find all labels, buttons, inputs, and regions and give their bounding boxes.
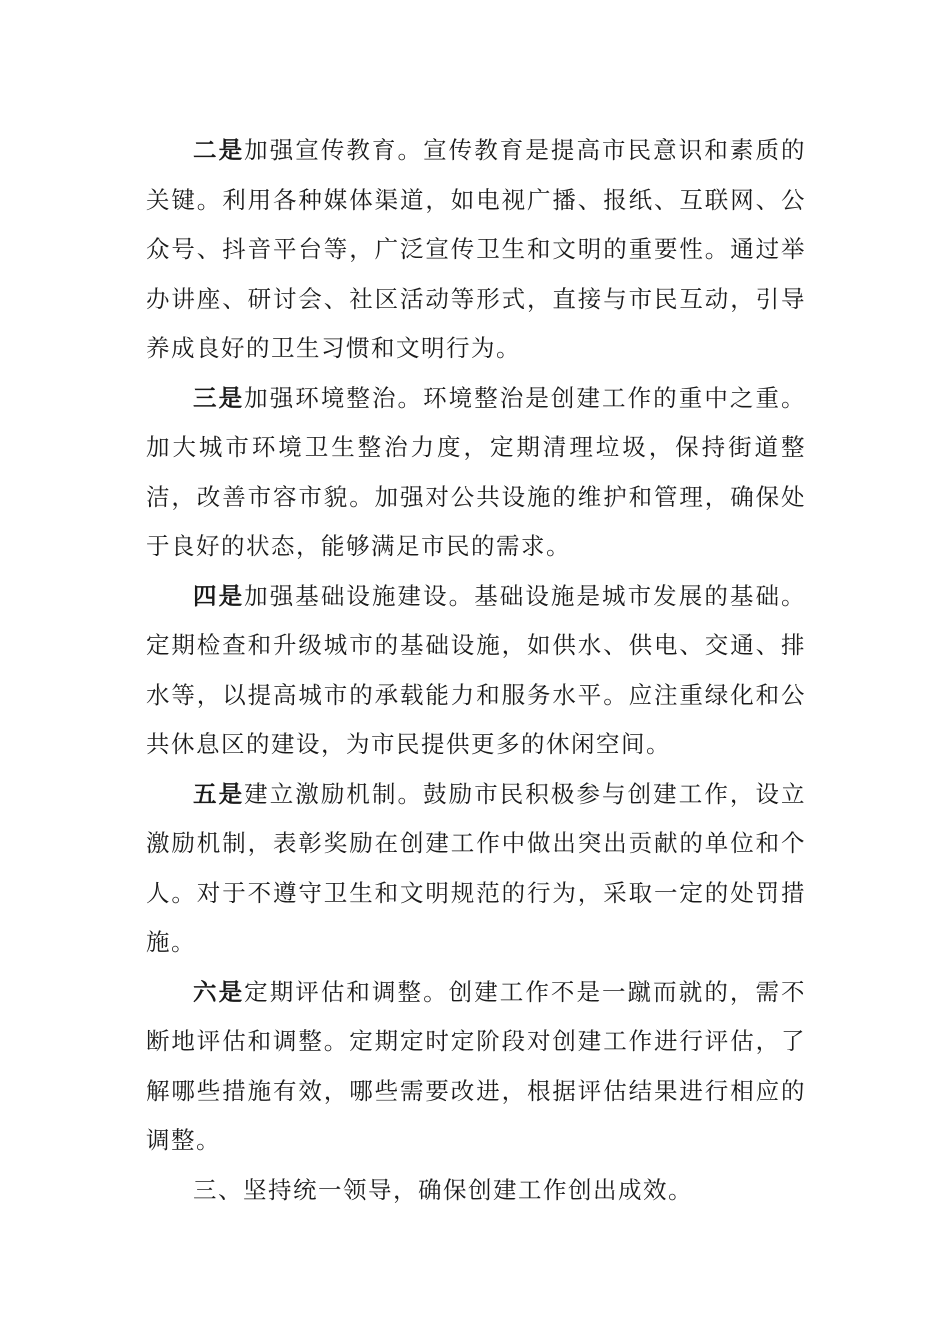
paragraph-3 bbox=[146, 374, 806, 572]
paragraph-6 bbox=[146, 968, 806, 1166]
section-heading bbox=[146, 1166, 806, 1216]
document-body bbox=[146, 126, 806, 1215]
paragraph-4 bbox=[146, 572, 806, 770]
paragraph-text: 加强环境整治。环境整治是创建工作的重中之重。加大城市环境卫生整治力度，定期清理垃圾，保持街道整洁，改善市容市貌。加强对公共设施的维护和管理，确保处于良好的状态，能够满足市民的需求。 bbox=[146, 383, 807, 560]
paragraph-text: 加强基础设施建设。基础设施是城市发展的基础。定期检查和升级城市的基础设施，如供水、供电、交通、排水等，以提高城市的承载能力和服务水平。应注重绿化和公共休息区的建设，为市民提供更多的休闲空间。 bbox=[146, 581, 807, 758]
paragraph-text: 加强宣传教育。宣传教育是提高市民意识和素质的关键。利用各种媒体渠道，如电视广播、报纸、互联网、公众号、抖音平台等，广泛宣传卫生和文明的重要性。通过举办讲座、研讨会、社区活动等形式，直接与市民互动，引导养成良好的卫生习惯和文明行为。 bbox=[146, 136, 807, 362]
paragraph-lead: 五是 bbox=[193, 779, 245, 808]
paragraph-lead: 二是 bbox=[193, 136, 245, 164]
paragraph-lead: 三是 bbox=[193, 383, 245, 412]
section-heading-text: 三、坚持统一领导，确保创建工作创出成效。 bbox=[193, 1175, 693, 1204]
paragraph-lead: 六是 bbox=[193, 977, 245, 1006]
paragraph-text: 建立激励机制。鼓励市民积极参与创建工作，设立激励机制，表彰奖励在创建工作中做出突出贡献的单位和个人。对于不遵守卫生和文明规范的行为，采取一定的处罚措施。 bbox=[146, 779, 807, 956]
paragraph-5 bbox=[146, 770, 806, 968]
paragraph-2 bbox=[146, 126, 806, 374]
paragraph-text: 定期评估和调整。创建工作不是一蹴而就的，需不断地评估和调整。定期定时定阶段对创建工作进行评估，了解哪些措施有效，哪些需要改进，根据评估结果进行相应的调整。 bbox=[146, 977, 807, 1154]
paragraph-lead: 四是 bbox=[193, 581, 245, 610]
